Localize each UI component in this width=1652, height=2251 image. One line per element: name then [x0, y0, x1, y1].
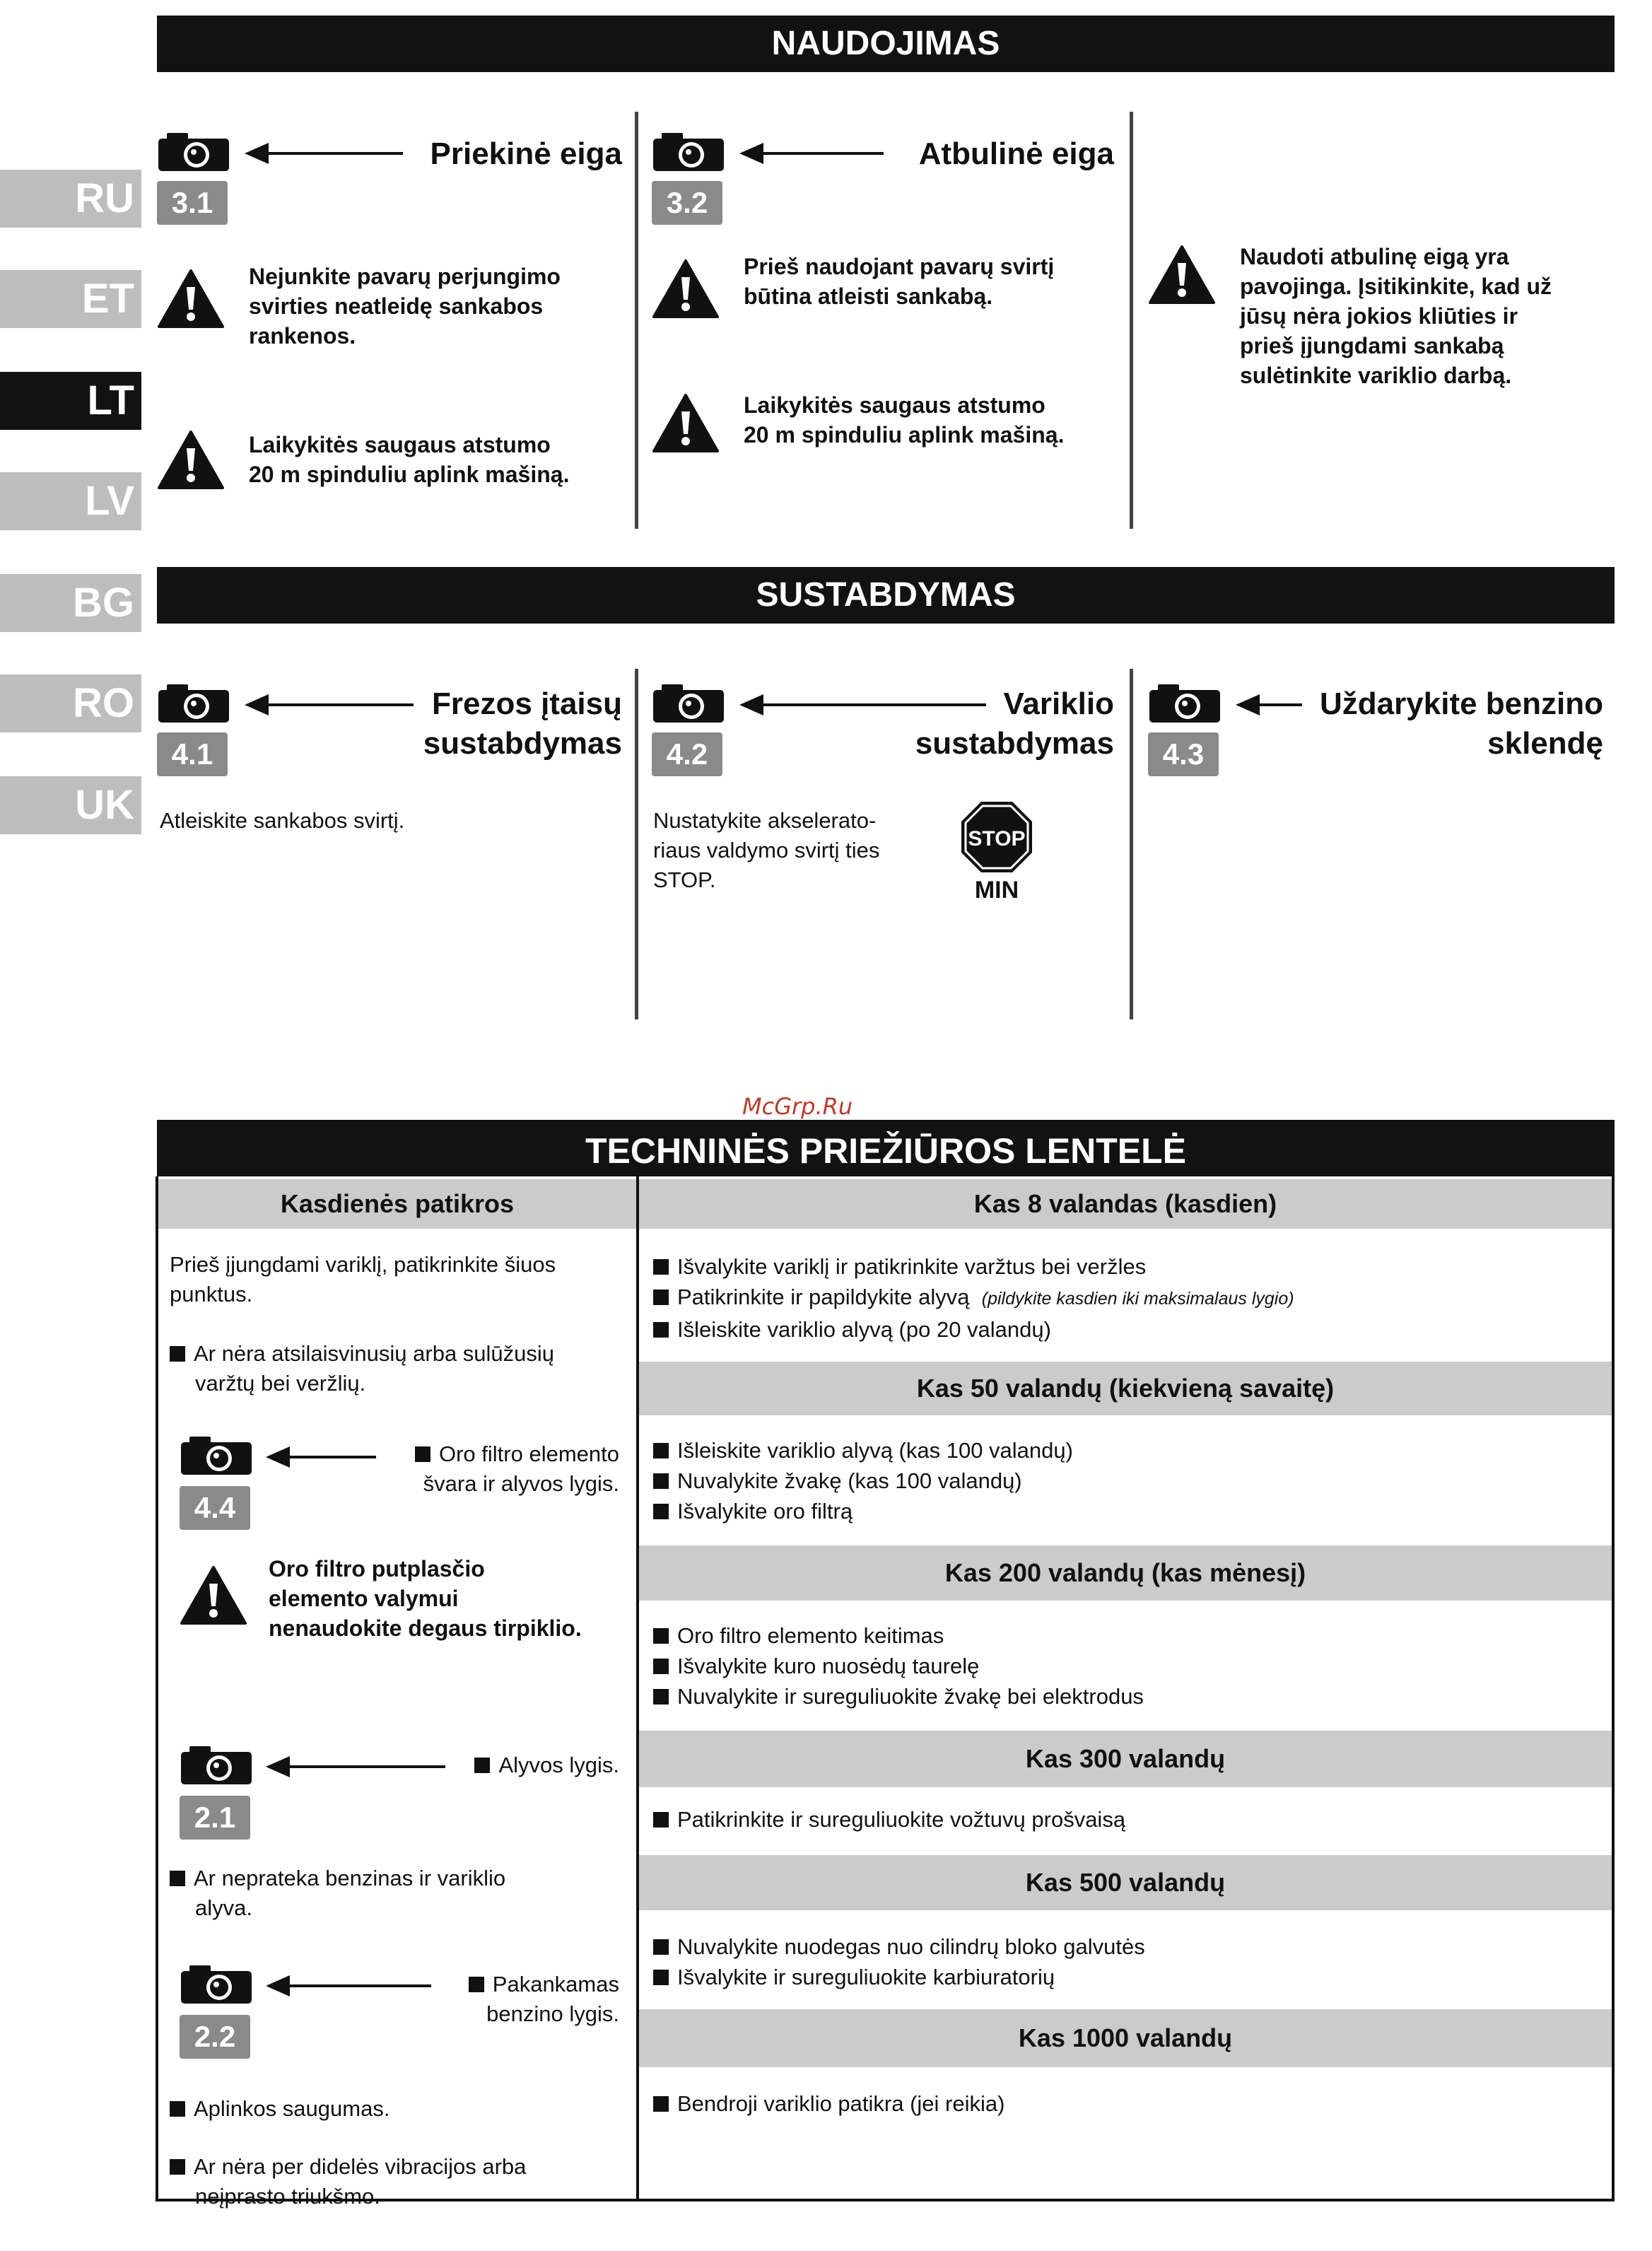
bullet-icon [653, 1939, 669, 1955]
check-item: Ar neprateka benzinas ir variklio alyva. [170, 1864, 629, 1923]
bullet-icon [653, 1259, 669, 1275]
interval-items [653, 1251, 1294, 1345]
section-number: 4.2 [652, 732, 722, 776]
warning-text: Laikykitės saugaus atstumo 20 m spinduliu aplink mašiną. [249, 432, 570, 487]
section-title: Variklio sustabdymas [915, 686, 1114, 761]
stop-label: STOP [968, 827, 1026, 850]
warning-text: Prieš naudojant pavarų svirtį būtina atleisti sankabą. [744, 254, 1055, 309]
section-title: Atbulinė eiga [918, 136, 1114, 171]
divider [635, 112, 638, 529]
instruction-text: Atleiskite sankabos svirtį. [160, 808, 405, 833]
reference-text: Oro filtro elemento švara ir alyvos lygis. [339, 1439, 619, 1499]
divider [1130, 112, 1133, 529]
bullet-icon [653, 1473, 669, 1489]
arrow-left-icon [247, 703, 414, 706]
lang-tab-ro[interactable]: RO [0, 674, 141, 732]
section-title: Uždarykite benzino sklendę [1320, 686, 1603, 761]
warning-text: Laikykitės saugaus atstumo 20 m spinduliu aplink mašiną. [744, 392, 1065, 448]
interval-header: Kas 500 valandų [639, 1855, 1612, 1910]
camera-icon [180, 1745, 253, 1786]
warning-icon [180, 1565, 247, 1626]
bullet-icon [653, 1970, 669, 1985]
interval-items [653, 2088, 1004, 2119]
interval-header: Kas 8 valandas (kasdien) [639, 1179, 1612, 1229]
arrow-left-icon [1238, 703, 1302, 706]
interval-header: Kas 300 valandų [639, 1731, 1612, 1787]
list-item: Bendroji variklio patikra (jei reikia) [653, 2088, 1004, 2119]
min-label: MIN [974, 877, 1019, 904]
section-number: 2.2 [180, 2015, 250, 2059]
lang-tab-lv[interactable]: LV [0, 472, 141, 530]
interval-items [653, 1931, 1145, 1992]
check-item: Aplinkos saugumas. [170, 2094, 629, 2124]
warning-icon [1148, 245, 1216, 305]
sustabdymas-header: SUSTABDYMAS [157, 567, 1615, 624]
bullet-icon [469, 1977, 484, 1992]
reference-text: Alyvos lygis. [424, 1750, 619, 1780]
camera-icon [652, 683, 725, 724]
list-item: Patikrinkite ir sureguliuokite vožtuvų prošvaisą [653, 1804, 1125, 1835]
lang-tab-bg[interactable]: BG [0, 574, 141, 632]
maintenance-header: TECHNINĖS PRIEŽIŪROS LENTELĖ [157, 1120, 1615, 1176]
instruction-text: Nustatykite akselerato- riaus valdymo svirtį ties STOP. [653, 808, 880, 892]
list-item: Nuvalykite žvakę (kas 100 valandų) [653, 1466, 1073, 1496]
lang-tab-lt[interactable]: LT [0, 372, 141, 430]
warning-icon [652, 259, 720, 320]
section-title: Priekinė eiga [430, 136, 622, 171]
list-item: Išvalykite oro filtrą [653, 1496, 1073, 1526]
camera-icon [652, 131, 725, 173]
arrow-left-icon [269, 1984, 431, 1987]
warning-icon [157, 269, 225, 329]
list-item: Išvalykite variklį ir patikrinkite varžtus bei veržles [653, 1251, 1294, 1282]
camera-icon [1148, 683, 1222, 724]
list-item: Išvalykite kuro nuosėdų taurelę [653, 1651, 1144, 1681]
bullet-icon [170, 2101, 185, 2117]
section-number: 3.1 [157, 181, 228, 225]
arrow-left-icon [247, 152, 403, 155]
lang-tab-et[interactable]: ET [0, 270, 141, 328]
bullet-icon [653, 1443, 669, 1458]
check-item: Ar nėra per didelės vibracijos arba neįprasto triukšmo. [170, 2152, 629, 2211]
check-item: Ar nėra atsilaisvinusių arba sulūžusių varžtų bei veržlių. [170, 1339, 629, 1398]
bullet-icon [170, 2159, 185, 2175]
interval-items [653, 1804, 1125, 1835]
stop-sign-icon [960, 800, 1033, 874]
list-item: Išleiskite variklio alyvą (po 20 valandų) [653, 1314, 1294, 1345]
divider [635, 669, 638, 1019]
bullet-icon [653, 2096, 669, 2112]
arrow-left-icon [269, 1765, 445, 1768]
list-item: Oro filtro elemento keitimas [653, 1620, 1144, 1651]
warning-text: Oro filtro putplasčio elemento valymui nenaudokite degaus tirpiklio. [269, 1556, 582, 1641]
camera-icon [157, 131, 230, 173]
list-item: Išvalykite ir sureguliuokite karbiuratorių [653, 1962, 1145, 1992]
bullet-icon [474, 1758, 490, 1773]
lang-tab-ru[interactable]: RU [0, 170, 141, 228]
camera-icon [180, 1964, 253, 2005]
watermark: McGrp.Ru [742, 1093, 853, 1120]
reference-text: Pakankamas benzino lygis. [424, 1970, 619, 2029]
interval-items [653, 1435, 1073, 1526]
camera-icon [157, 683, 230, 724]
section-number: 4.4 [180, 1486, 250, 1530]
bullet-icon [170, 1871, 185, 1886]
list-item: Nuvalykite nuodegas nuo cilindrų bloko galvutės [653, 1931, 1145, 1962]
lang-tab-uk[interactable]: UK [0, 776, 141, 834]
list-item: Patikrinkite ir papildykite alyvą (pildykite kasdien iki maksimalaus lygio) [653, 1282, 1294, 1314]
bullet-icon [170, 1346, 185, 1362]
warning-icon [652, 393, 720, 454]
bullet-icon [653, 1504, 669, 1519]
warning-text: Naudoti atbulinę eigą yra pavojinga. Įsitikinkite, kad už jūsų nėra jokios kliūties ir prieš įjungdami sankabą sulėtinkite variklio darbą. [1240, 244, 1552, 388]
bullet-icon [653, 1659, 669, 1674]
interval-header: Kas 200 valandų (kas mėnesį) [639, 1545, 1612, 1601]
section-number: 3.2 [652, 181, 722, 225]
list-item: Nuvalykite ir sureguliuokite žvakę bei elektrodus [653, 1681, 1144, 1712]
camera-icon [180, 1435, 253, 1476]
interval-header: Kas 1000 valandų [639, 2009, 1612, 2067]
interval-header: Kas 50 valandų (kiekvieną savaitę) [639, 1362, 1612, 1415]
warning-icon [157, 430, 225, 491]
bullet-icon [653, 1689, 669, 1705]
bullet-icon [653, 1322, 669, 1338]
arrow-left-icon [742, 152, 884, 155]
bullet-icon [653, 1628, 669, 1644]
bullet-icon [653, 1290, 669, 1305]
section-number: 4.1 [157, 732, 228, 776]
section-number: 4.3 [1148, 732, 1219, 776]
section-title: Frezos įtaisų sustabdymas [423, 686, 622, 761]
bullet-icon [415, 1446, 430, 1462]
list-item: Išleiskite variklio alyvą (kas 100 valandų) [653, 1435, 1073, 1466]
intro-text: Prieš įjungdami variklį, patikrinkite šiuos punktus. [170, 1252, 556, 1306]
divider [1130, 669, 1133, 1019]
naudojimas-header: NAUDOJIMAS [157, 16, 1615, 72]
warning-text: Nejunkite pavarų perjungimo svirties neatleidę sankabos rankenos. [249, 264, 561, 349]
left-column-header: Kasdienės patikros [158, 1179, 636, 1229]
interval-items [653, 1620, 1144, 1712]
bullet-icon [653, 1812, 669, 1828]
section-number: 2.1 [180, 1796, 250, 1840]
